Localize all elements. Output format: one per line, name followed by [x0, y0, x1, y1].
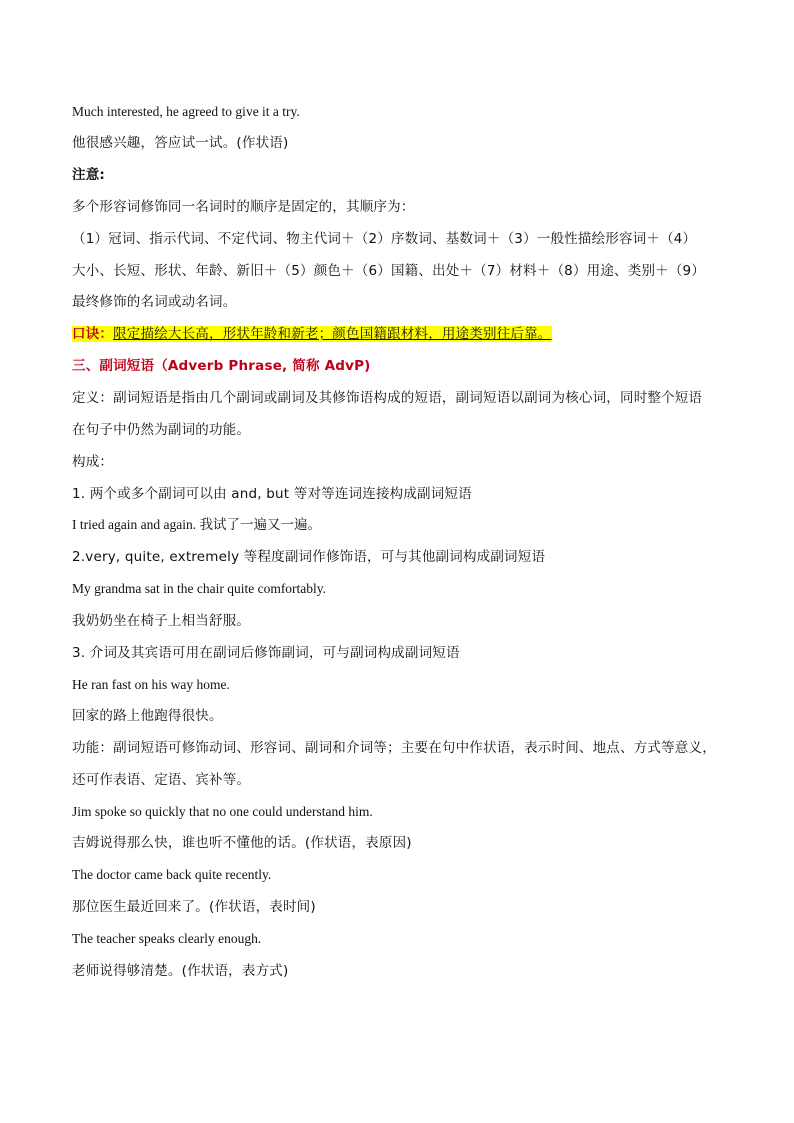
example-sentence: My grandma sat in the chair quite comfortably. [72, 581, 327, 596]
example-translation: 回家的路上他跑得很快。 [72, 708, 223, 724]
example-sentence: Jim spoke so quickly that no one could understand him. [72, 804, 373, 819]
paragraph-line: 大小、长短、形状、年龄、新旧＋（5）颜色＋（6）国籍、出处＋（7）材料＋（8）用途、类别＋（9） [72, 263, 706, 279]
example-sentence: I tried again and again. 我试了一遍又一遍。 [72, 517, 321, 532]
paragraph-line: 功能：副词短语可修饰动词、形容词、副词和介词等；主要在句中作状语，表示时间、地点、方式等意义， [72, 740, 716, 756]
section-heading: 三、副词短语（Adverb Phrase, 简称 AdvP) [72, 358, 371, 374]
example-translation: 他很感兴趣，答应试一试。(作状语) [72, 135, 289, 151]
mnemonic-text: 限定描绘大长高，形状年龄和新老；颜色国籍跟材料，用途类别往后靠。 [113, 326, 552, 342]
paragraph-line: 定义：副词短语是指由几个副词或副词及其修饰语构成的短语，副词短语以副词为核心词，同时整个短语 [72, 390, 703, 406]
example-translation: 我奶奶坐在椅子上相当舒服。 [72, 613, 251, 629]
mnemonic-label: 口诀： [72, 326, 114, 342]
example-sentence: He ran fast on his way home. [72, 677, 230, 692]
paragraph-line: 构成： [72, 454, 114, 470]
paragraph-line: 还可作表语、定语、宾补等。 [72, 772, 251, 788]
example-sentence: The teacher speaks clearly enough. [72, 931, 262, 946]
example-translation: 吉姆说得那么快，谁也听不懂他的话。(作状语，表原因) [72, 835, 412, 851]
example-translation: 老师说得够清楚。(作状语，表方式) [72, 963, 289, 979]
paragraph-line: 在句子中仍然为副词的功能。 [72, 422, 251, 438]
paragraph-line: （1）冠词、指示代词、不定代词、物主代词＋（2）序数词、基数词＋（3）一般性描绘形容词＋（4） [72, 231, 697, 247]
list-item: 1. 两个或多个副词可以由 and, but 等对等连词连接构成副词短语 [72, 486, 472, 502]
mnemonic-line [72, 325, 552, 343]
example-sentence: The doctor came back quite recently. [72, 867, 272, 882]
paragraph-line: 多个形容词修饰同一名词时的顺序是固定的，其顺序为： [72, 199, 415, 215]
paragraph-line: 最终修饰的名词或动名词。 [72, 294, 237, 310]
list-item: 3. 介词及其宾语可用在副词后修饰副词，可与副词构成副词短语 [72, 645, 460, 661]
note-label: 注意: [72, 167, 105, 183]
list-item: 2.very, quite, extremely 等程度副词作修饰语，可与其他副词构成副词短语 [72, 549, 546, 565]
example-translation: 那位医生最近回来了。(作状语，表时间) [72, 899, 316, 915]
example-sentence: Much interested, he agreed to give it a try. [72, 104, 300, 119]
